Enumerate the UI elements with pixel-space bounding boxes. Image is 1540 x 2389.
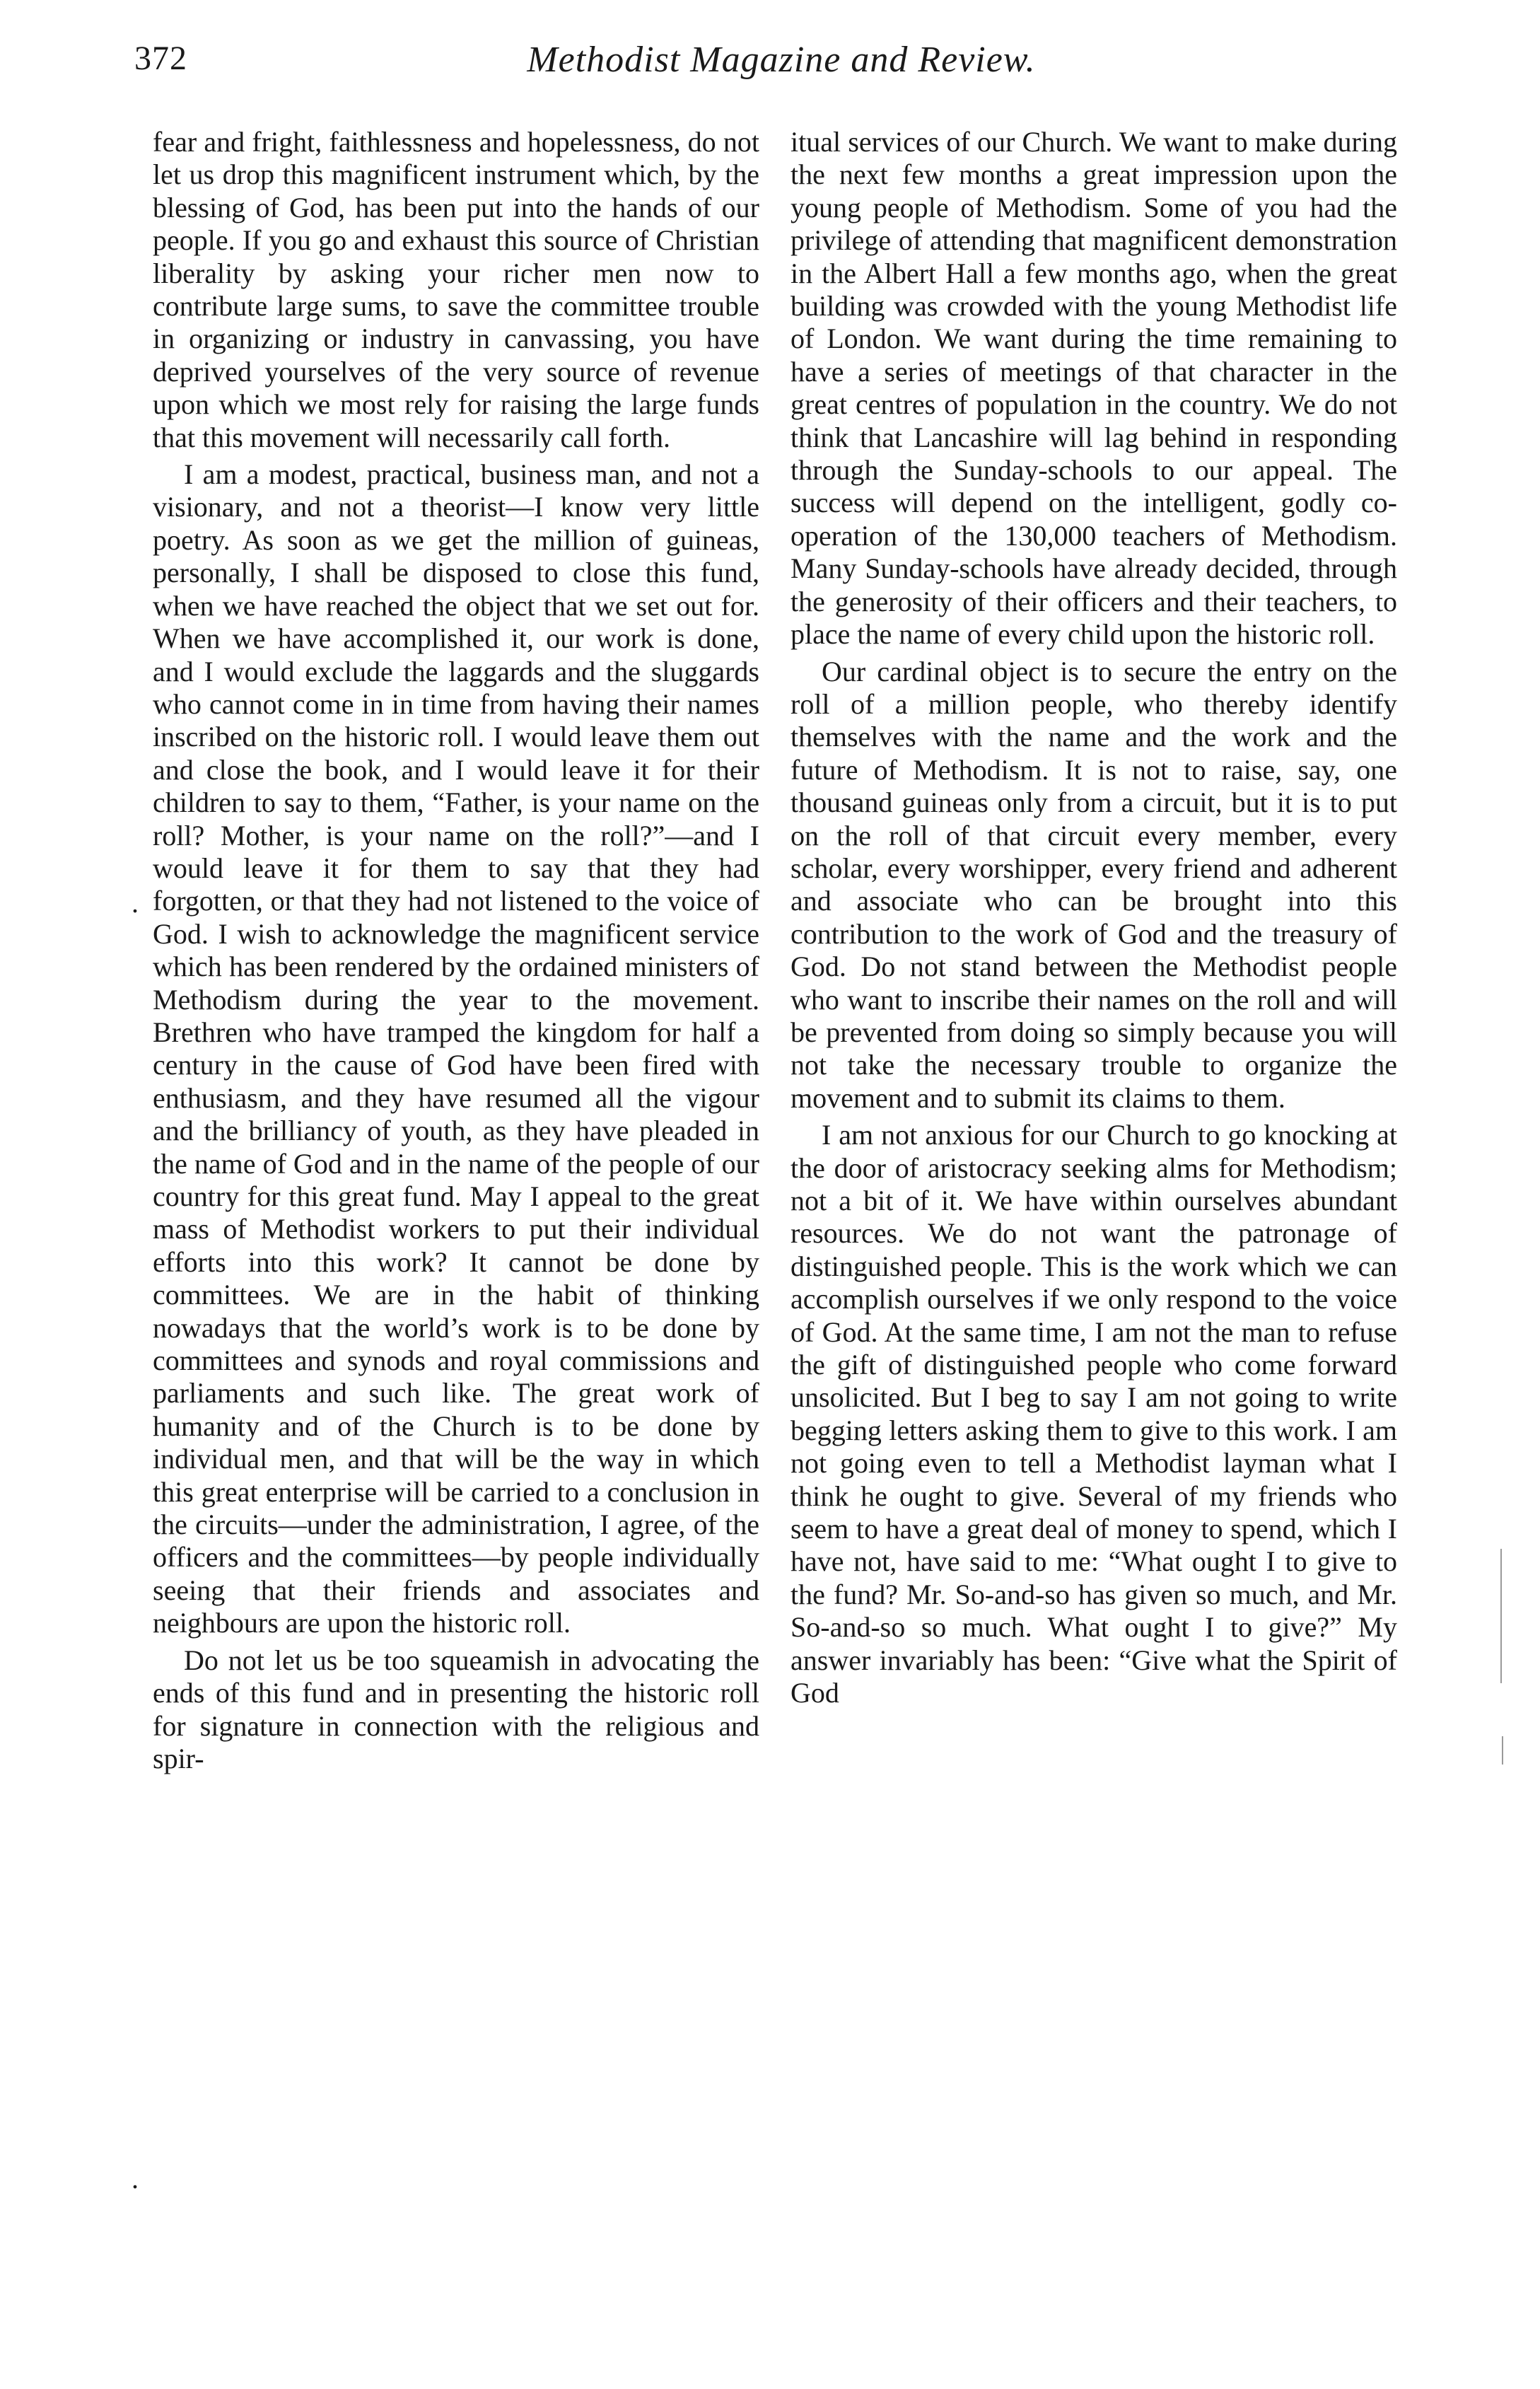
right-paragraph-3: I am not anxious for our Church to go knocking at the door of aristocracy seeking alms for Methodism; not a bit of it. We have within ourselves abundant resources. We do not want the patronage of distinguished people. This is the work which we can accomplish ourselves if we only respond to the voice of God. At the same time, I am not the man to refuse the gift of distinguished people who come forward unsolicited. But I beg to say I am not going to write begging letters asking them to give to this work. I am not going even to tell a Methodist layman what I think he ought to give. Several of my friends who seem to have a great deal of money to spend, which I have not, have said to me: “What ought I to give to the fund? Mr. So-and-so has given so much, and Mr. So-and-so so much. What ought I to give?” My answer invariably has been: “Give what the Spirit of God	[791, 1119, 1397, 1709]
left-paragraph-2: I am a modest, practical, business man, and not a visionary, and not a theorist—I know very little poetry. As soon as we get the million of guineas, personally, I shall be disposed to close this fund, when we have reached the object that we set out for. When we have accomplished it, our work is done, and I would exclude the laggards and the sluggards who cannot come in in time from having their names inscribed on the historic roll. I would leave them out and close the book, and I would leave it for their children to say to them, “Father, is your name on the roll? Mother, is your name on the roll?”—and I would leave it for them to say that they had forgotten, or that they had not listened to the voice of God. I wish to acknowledge the magnificent service which has been rendered by the ordained ministers of Methodism during the year to the movement. Brethren who have tramped the kingdom for half a century in the cause of God have been fired with enthusiasm, and they have resumed all the vigour and the brilliancy of youth, as they have pleaded in the name of God and in the name of the people of our country for this great fund. May I appeal to the great mass of Methodist workers to put their individual efforts into this work? It cannot be done by committees. We are in the habit of thinking nowadays that the world’s work is to be done by committees and synods and royal commissions and parliaments and such like. The great work of humanity and of the Church is to be done by individual men, and that will be the way in which this great enterprise will be carried to a conclusion in the circuits—under the administration, I agree, of the officers and the committees—by people individually seeing that their friends and associates and neighbours are upon the historic roll.	[153, 458, 759, 1639]
left-column	[153, 126, 759, 1775]
scan-margin-line	[1500, 1549, 1502, 1683]
page-header	[134, 39, 1428, 88]
running-title: Methodist Magazine and Review.	[527, 40, 1036, 80]
scan-margin-line	[1502, 1736, 1503, 1765]
left-paragraph-1: fear and fright, faithlessness and hopelessness, do not let us drop this magnificent instrument which, by the blessing of God, has been put into the hands of our people. If you go and exhaust this source of Christian liberality by asking your richer men now to contribute large sums, to save the committee trouble in organizing or industry in canvassing, you have deprived yourselves of the very source of revenue upon which we most rely for raising the large funds that this movement will necessarily call forth.	[153, 126, 759, 453]
margin-dot: .	[132, 2163, 139, 2195]
margin-dot: .	[132, 887, 139, 919]
left-paragraph-3: Do not let us be too squeamish in advocating the ends of this fund and in presenting the historic roll for signature in connection with the religious and spir-	[153, 1644, 759, 1774]
right-column	[791, 126, 1397, 1710]
page-number: 372	[134, 40, 187, 77]
right-paragraph-2: Our cardinal object is to secure the entry on the roll of a million people, who thereby identify themselves with the name and the work and the future of Methodism. It is not to raise, say, one thousand guineas only from a circuit, but it is to put on the roll of that circuit every member, every scholar, every worshipper, every friend and adherent and associate who can be brought into this contribution to the work of God and the treasury of God. Do not stand between the Methodist people who want to inscribe their names on the roll and will be prevented from doing so simply because you will not take the necessary trouble to organize the movement and to submit its claims to them.	[791, 655, 1397, 1114]
right-paragraph-1: itual services of our Church. We want to make during the next few months a great impression upon the young people of Methodism. Some of you had the privilege of attending that magnificent demonstration in the Albert Hall a few months ago, when the great building was crowded with the young Methodist life of London. We want during the time remaining to have a series of meetings of that character in the great centres of population in the country. We do not think that Lancashire will lag behind in responding through the Sunday-schools to our appeal. The success will depend on the intelligent, godly co-operation of the 130,000 teachers of Methodism. Many Sunday-schools have already decided, through the generosity of their officers and their teachers, to place the name of every child upon the historic roll.	[791, 126, 1397, 651]
